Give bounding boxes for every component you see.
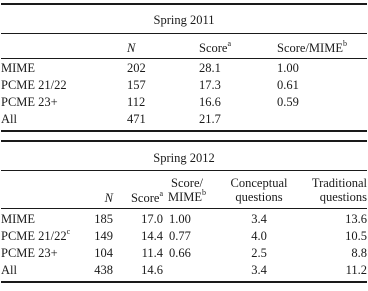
- column-header-traditional: Traditional questions: [311, 176, 367, 204]
- cell-traditional: 13.6: [345, 212, 367, 226]
- column-header-score: Score$^a$: [130, 188, 163, 205]
- table-spring-2012: [1, 140, 367, 291]
- cell-conceptual: 3.4: [251, 212, 267, 226]
- cell-traditional: 10.5: [345, 229, 367, 243]
- cell-ratio: 0.77: [169, 229, 191, 243]
- cell-n: 149: [94, 229, 113, 243]
- cell-ratio: 0.59: [277, 95, 299, 109]
- cell-traditional: 11.2: [345, 263, 367, 277]
- row-label: PCME 23+: [1, 95, 58, 109]
- cell-n: 202: [127, 61, 146, 75]
- table-rule: [1, 208, 367, 209]
- column-header-n: N: [127, 41, 136, 55]
- cell-score: 17.3: [199, 78, 221, 92]
- row-label: All: [1, 112, 17, 126]
- cell-n: 438: [94, 263, 113, 277]
- column-header-n: N: [104, 191, 113, 205]
- cell-conceptual: 4.0: [251, 229, 267, 243]
- cell-score: 14.4: [141, 229, 163, 243]
- cell-ratio: 1.00: [277, 61, 299, 75]
- cell-traditional: 8.8: [351, 246, 367, 260]
- cell-conceptual: 3.4: [251, 263, 267, 277]
- table-bottom-rule: [1, 130, 367, 132]
- cell-ratio: 0.66: [169, 246, 191, 260]
- table-rule: [1, 58, 367, 59]
- row-label: All: [1, 263, 17, 277]
- cell-n: 185: [94, 212, 113, 226]
- cell-score: 17.0: [141, 212, 163, 226]
- cell-n: 471: [127, 112, 146, 126]
- cell-score: 11.4: [141, 246, 163, 260]
- cell-n: 157: [127, 78, 146, 92]
- row-label: MIME: [1, 61, 36, 75]
- table-title: Spring 2012: [153, 151, 215, 165]
- column-header-score-mime: Score/MIME$^b$: [277, 38, 347, 55]
- cell-n: 104: [94, 246, 113, 260]
- table-bottom-rule: [1, 281, 367, 283]
- column-header-conceptual: Conceptual questions: [230, 176, 288, 204]
- column-header-score: Score$^a$: [199, 38, 232, 55]
- table-top-rule: [1, 140, 367, 142]
- cell-score: 28.1: [199, 61, 221, 75]
- row-label: PCME 23+: [1, 246, 58, 260]
- table-rule: [1, 33, 367, 34]
- row-label: PCME 21/22: [1, 78, 67, 92]
- cell-score: 16.6: [199, 95, 221, 109]
- table-title: Spring 2011: [153, 13, 215, 27]
- cell-score: 14.6: [141, 263, 163, 277]
- table-top-rule: [1, 3, 367, 5]
- cell-score: 21.7: [199, 112, 221, 126]
- column-header-score-mime: Score/ MIME$^b$: [167, 176, 207, 204]
- row-label: MIME: [1, 212, 36, 226]
- table-rule: [1, 170, 367, 171]
- table-spring-2011: [1, 0, 367, 132]
- row-label: PCME 21/22$^c$: [1, 226, 71, 243]
- cell-ratio: 1.00: [169, 212, 191, 226]
- cell-ratio: 0.61: [277, 78, 299, 92]
- cell-conceptual: 2.5: [251, 246, 267, 260]
- cell-n: 112: [127, 95, 146, 109]
